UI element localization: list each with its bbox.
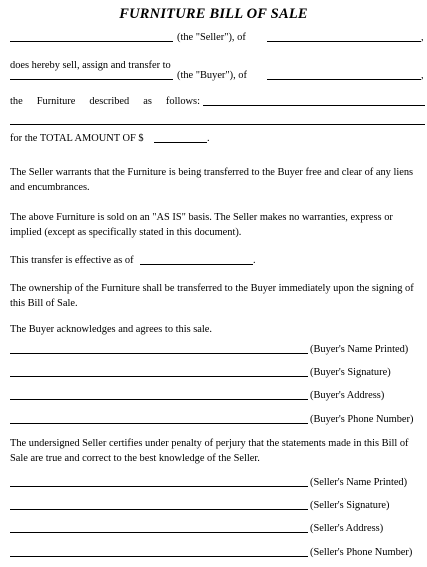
ownership-paragraph: The ownership of the Furniture shall be transferred to the Buyer immediately upon the signing of this Bill of Sale. [10,283,414,309]
furniture-description-blank-1[interactable] [203,105,425,106]
total-amount-blank[interactable] [154,142,207,143]
effective-date-blank[interactable] [140,264,253,265]
sell-transfer-text: does hereby sell, assign and transfer to [10,60,171,71]
seller-label: (the "Seller"), of [177,32,246,43]
furniture-description-blank-2[interactable] [10,124,425,125]
seller-certification-paragraph: The undersigned Seller certifies under penalty of perjury that the statements made in this Bill of Sale are true and correct to the best knowledge of the Seller. [10,438,409,464]
buyer-phone-label: (Buyer's Phone Number) [310,414,414,425]
seller-phone-line[interactable] [10,556,308,557]
buyer-signature-label: (Buyer's Signature) [310,367,391,378]
buyer-signature-line[interactable] [10,376,308,377]
as-is-paragraph: The above Furniture is sold on an "AS IS" basis. The Seller makes no warranties, express or implied (except as specifically stated in this document). [10,212,393,238]
effective-line-end: . [253,255,256,266]
seller-address-blank[interactable] [267,41,421,42]
buyer-phone-line[interactable] [10,423,308,424]
seller-signature-label: (Seller's Signature) [310,500,390,511]
buyer-label: (the "Buyer"), of [177,70,247,81]
seller-name-printed-label: (Seller's Name Printed) [310,477,408,488]
seller-address-label: (Seller's Address) [310,523,384,534]
buyer-address-line[interactable] [10,399,308,400]
buyer-line-end: , [421,70,424,81]
buyer-address-blank[interactable] [267,79,421,80]
seller-phone-label: (Seller's Phone Number) [310,547,413,558]
seller-address-line[interactable] [10,532,308,533]
buyer-name-blank[interactable] [10,79,173,80]
seller-name-blank[interactable] [10,41,173,42]
seller-name-printed-line[interactable] [10,486,308,487]
seller-line-end: , [421,32,424,43]
furniture-description-label [10,95,200,108]
buyer-name-printed-label: (Buyer's Name Printed) [310,344,409,355]
amount-line-end: . [207,133,210,144]
warranty-paragraph: The Seller warrants that the Furniture is being transferred to the Buyer free and clear of any liens and encumbrances. [10,167,414,193]
buyer-address-label: (Buyer's Address) [310,390,385,401]
furniture-label-text: the Furniture described as follows: [10,96,200,107]
buyer-name-printed-line[interactable] [10,353,308,354]
document-title: FURNITURE BILL OF SALE [119,6,308,22]
total-amount-label: for the TOTAL AMOUNT OF $ [10,133,144,144]
effective-date-label: This transfer is effective as of [10,255,134,266]
seller-signature-line[interactable] [10,509,308,510]
buyer-acknowledgement: The Buyer acknowledges and agrees to this sale. [10,324,212,335]
